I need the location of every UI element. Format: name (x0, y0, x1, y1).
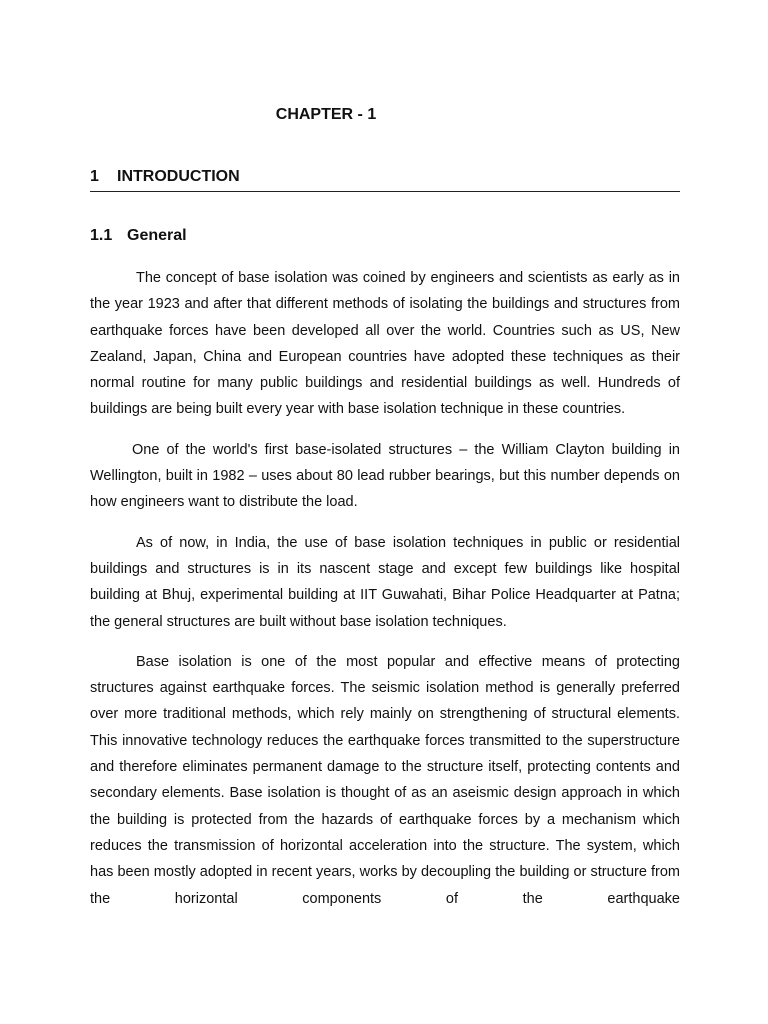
paragraph: As of now, in India, the use of base isolation techniques in public or residential buildings and structures is in its nascent stage and except few buildings like hospital building at Bhuj, experimental building at IIT Guwahati, Bihar Police Headquarter at Patna; the general structures are built without base isolation techniques. (90, 534, 680, 630)
subsection-title: General (127, 227, 187, 244)
chapter-heading: CHAPTER - 1 (275, 106, 377, 123)
paragraph: The concept of base isolation was coined by engineers and scientists as early as in the year 1923 and after that different methods of isolating the buildings and structures from earthquake forces have been developed all over the world. Countries such as US, New Zealand, Japan, China and European countries have adopted these techniques as their normal routine for many public buildings and residential buildings as well. Hundreds of buildings are being built every year with base isolation technique in these countries. (90, 270, 680, 418)
subsection-number: 1.1 (90, 227, 113, 244)
section-title: INTRODUCTION (117, 168, 240, 185)
section-heading (90, 168, 680, 192)
subsection-heading (90, 227, 187, 245)
paragraph: One of the world's first base-isolated structures – the William Clayton building in Wellington, built in 1982 – uses about 80 lead rubber bearings, but this number depends on how engineers want to distribute the load. (90, 441, 680, 511)
section-number: 1 (90, 168, 99, 185)
body-text (90, 265, 680, 926)
paragraph: Base isolation is one of the most popular and effective means of protecting structures against earthquake forces. The seismic isolation method is generally preferred over more traditional methods, which rely mainly on strengthening of structural elements. This innovative technology reduces the earthquake forces transmitted to the superstructure and therefore eliminates permanent damage to the structure itself, protecting contents and secondary elements. Base isolation is thought of as an aseismic design approach in which the building is protected from the hazards of earthquake forces by a mechanism which reduces the transmission of horizontal acceleration into the structure. The system, which has been mostly adopted in recent years, works by decoupling the building or structure from the horizontal components of the earthquake (90, 653, 680, 907)
